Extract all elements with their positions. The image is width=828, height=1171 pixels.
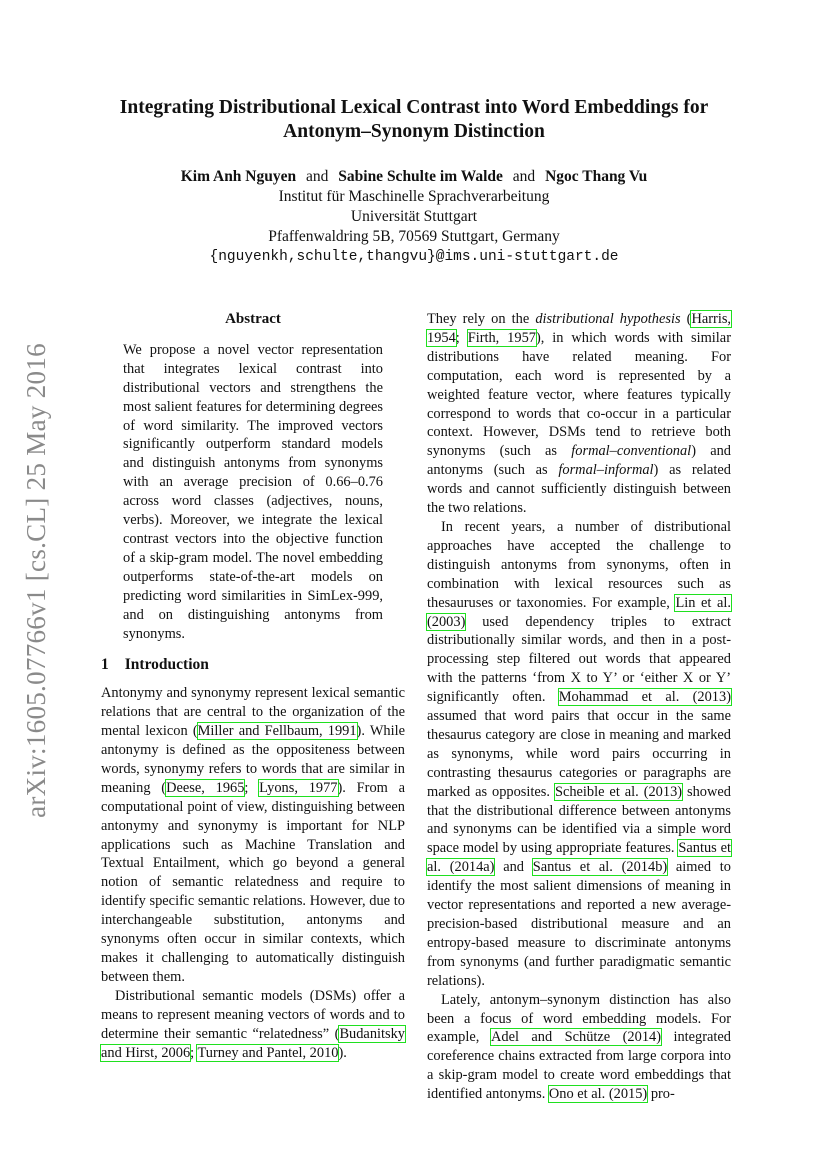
paper-title-line-1: Integrating Distributional Lexical Contrast into Word Embeddings for (119, 97, 709, 118)
email: {nguyenkh,schulte,thangvu}@ims.uni-stuttgart.de (209, 249, 619, 265)
emphasis: formal–informal (558, 462, 654, 479)
text-run: Distributional semantic models (DSMs) offer a means to represent meaning vectors of words and to determine their semantic “relatedness” ( (101, 987, 405, 1042)
intro-paragraph-2 (101, 987, 405, 1063)
abstract-text: We propose a novel vector representation that integrates lexical contrast into distributional vectors and strengthens the most salient features for determining degrees of word similarity. The improved vectors significantly outperform standard models and distinguish antonyms from synonyms with an average precision of 0.66–0.76 across word classes (adjectives, nouns, verbs). Moreover, we integrate the lexical contrast vectors into the objective function of a skip-gram model. The novel embedding outperforms state-of-the-art models on predicting word similarities in SimLex-999, and on distinguishing antonyms from synonyms. (123, 341, 383, 642)
arxiv-stamp-text: arXiv:1605.07766v1 [cs.CL] 25 May 2016 (20, 342, 51, 818)
text-run: ), in which words with similar distributions have related meaning. For computation, each word is represented by a weighted feature vector, where features typically correspond to words that co-occur in a particular context. However, DSMs tend to retrieve both synonyms (such as (427, 329, 731, 460)
text-run: ) as related words and cannot sufficiently distinguish between the two relations. (427, 462, 731, 517)
citation-link[interactable]: Adel and Schütze (2014) (491, 1029, 662, 1046)
citation-link[interactable]: Santus et al. (2014b) (532, 859, 668, 876)
left-column (101, 310, 405, 1062)
citation-link[interactable]: Miller and Fellbaum, 1991 (197, 723, 357, 740)
text-run: They rely on the (427, 311, 536, 327)
section-number: 1 (101, 656, 109, 674)
intro-paragraph-4 (427, 518, 731, 991)
paper-title (0, 96, 828, 144)
university: Universität Stuttgart (350, 208, 478, 225)
text-run: ; (455, 329, 468, 346)
section-title: Introduction (124, 656, 209, 674)
emphasis: formal–conventional (571, 443, 692, 460)
intro-paragraph-3 (427, 310, 731, 518)
author-conj-2: and (512, 168, 536, 185)
text-run: Antonymy and synonymy represent lexical semantic relations that are central to the organization of the mental lexicon ( (101, 685, 405, 740)
citation-link[interactable]: Lyons, 1977 (259, 779, 338, 796)
text-run: Lately, antonym–synonym distinction has also been a focus of word embedding models. For example, (427, 991, 731, 1046)
text-run: ). (338, 1044, 347, 1061)
citation-link[interactable]: Deese, 1965 (166, 779, 245, 796)
author-names (0, 167, 828, 187)
text-run: ; (244, 779, 260, 796)
text-run: ). From a computational point of view, distinguishing between antonymy and synonymy is important for NLP applications such as Machine Translation and Textual Entailment, which go beyond a general notion of semantic relatedness and require to identify specific semantic relations. However, due to interchangeable substitution, antonyms and synonyms often occur in similar contexts, which makes it challenging to automatically distinguish between them. (101, 779, 405, 985)
text-run: assumed that word pairs that occur in the same thesaurus category are close in meaning and marked as synonyms, while word pairs occurring in contrasting thesaurus categories or paragraphs are marked as opposites. (427, 708, 731, 800)
emphasis: distributional hypothesis (535, 311, 681, 327)
institute: Institut für Maschinelle Sprachverarbeitung (278, 188, 550, 205)
text-run: used dependency triples to extract distributionally similar words, and then in a post-processing step filtered out words that appeared with the patterns ‘from X to Y’ or ‘either X or Y’ significantly often. (427, 613, 731, 706)
text-run: ( (680, 311, 692, 327)
text-run: ) and antonyms (such as (427, 443, 732, 479)
citation-link[interactable]: Lin et al. (2003) (427, 594, 731, 630)
text-run: and (494, 859, 533, 876)
citation-link[interactable]: Budanitsky and Hirst, 2006 (101, 1025, 405, 1061)
author-block (0, 167, 828, 267)
abstract-heading: Abstract (225, 311, 281, 327)
citation-link[interactable]: Santus et al. (2014a) (427, 840, 731, 876)
author-conj-1: and (306, 168, 329, 185)
text-run: In recent years, a number of distributional approaches have accepted the challenge to distinguish antonyms from synonyms, often in combination with lexical resources such as thesauruses or taxonomies. For example, (427, 518, 731, 611)
right-column (427, 310, 731, 1104)
citation-link[interactable]: Scheible et al. (2013) (554, 783, 683, 800)
address: Pfaffenwaldring 5B, 70569 Stuttgart, Germany (268, 228, 560, 245)
text-run: showed that the distributional difference between antonyms and synonyms can be identified via a simple word space model by using appropriate features. (427, 783, 731, 857)
arxiv-stamp (14, 310, 58, 850)
author-2: Sabine Schulte im Walde (338, 168, 503, 185)
citation-link[interactable]: Harris, 1954 (427, 311, 732, 346)
intro-paragraph-5 (427, 991, 731, 1104)
text-run: pro- (647, 1086, 675, 1103)
citation-link[interactable]: Firth, 1957 (467, 329, 536, 346)
text-run: ; (190, 1044, 198, 1061)
paper-title-line-2: Antonym–Synonym Distinction (283, 121, 545, 142)
author-1: Kim Anh Nguyen (180, 168, 297, 185)
citation-link[interactable]: Mohammad et al. (2013) (558, 689, 731, 706)
author-3: Ngoc Thang Vu (545, 168, 648, 185)
citation-link[interactable]: Ono et al. (2015) (548, 1086, 648, 1103)
text-run: ). While antonymy is defined as the oppositeness between words, synonymy refers to words that are similar in meaning ( (101, 723, 405, 796)
citation-link[interactable]: Turney and Pantel, 2010 (197, 1044, 339, 1061)
section-heading-introduction (101, 656, 405, 675)
text-run: integrated coreference chains extracted from large corpora into a skip-gram model to create word embeddings that identified antonyms. (427, 1029, 731, 1103)
text-run: aimed to identify the most salient dimensions of meaning in vector representations and reported a new average-precision-based distributional measure and an entropy-based measure to discriminate antonyms from synonyms (and further paradigmatic semantic relations). (427, 859, 731, 989)
intro-paragraph-1 (101, 684, 405, 987)
